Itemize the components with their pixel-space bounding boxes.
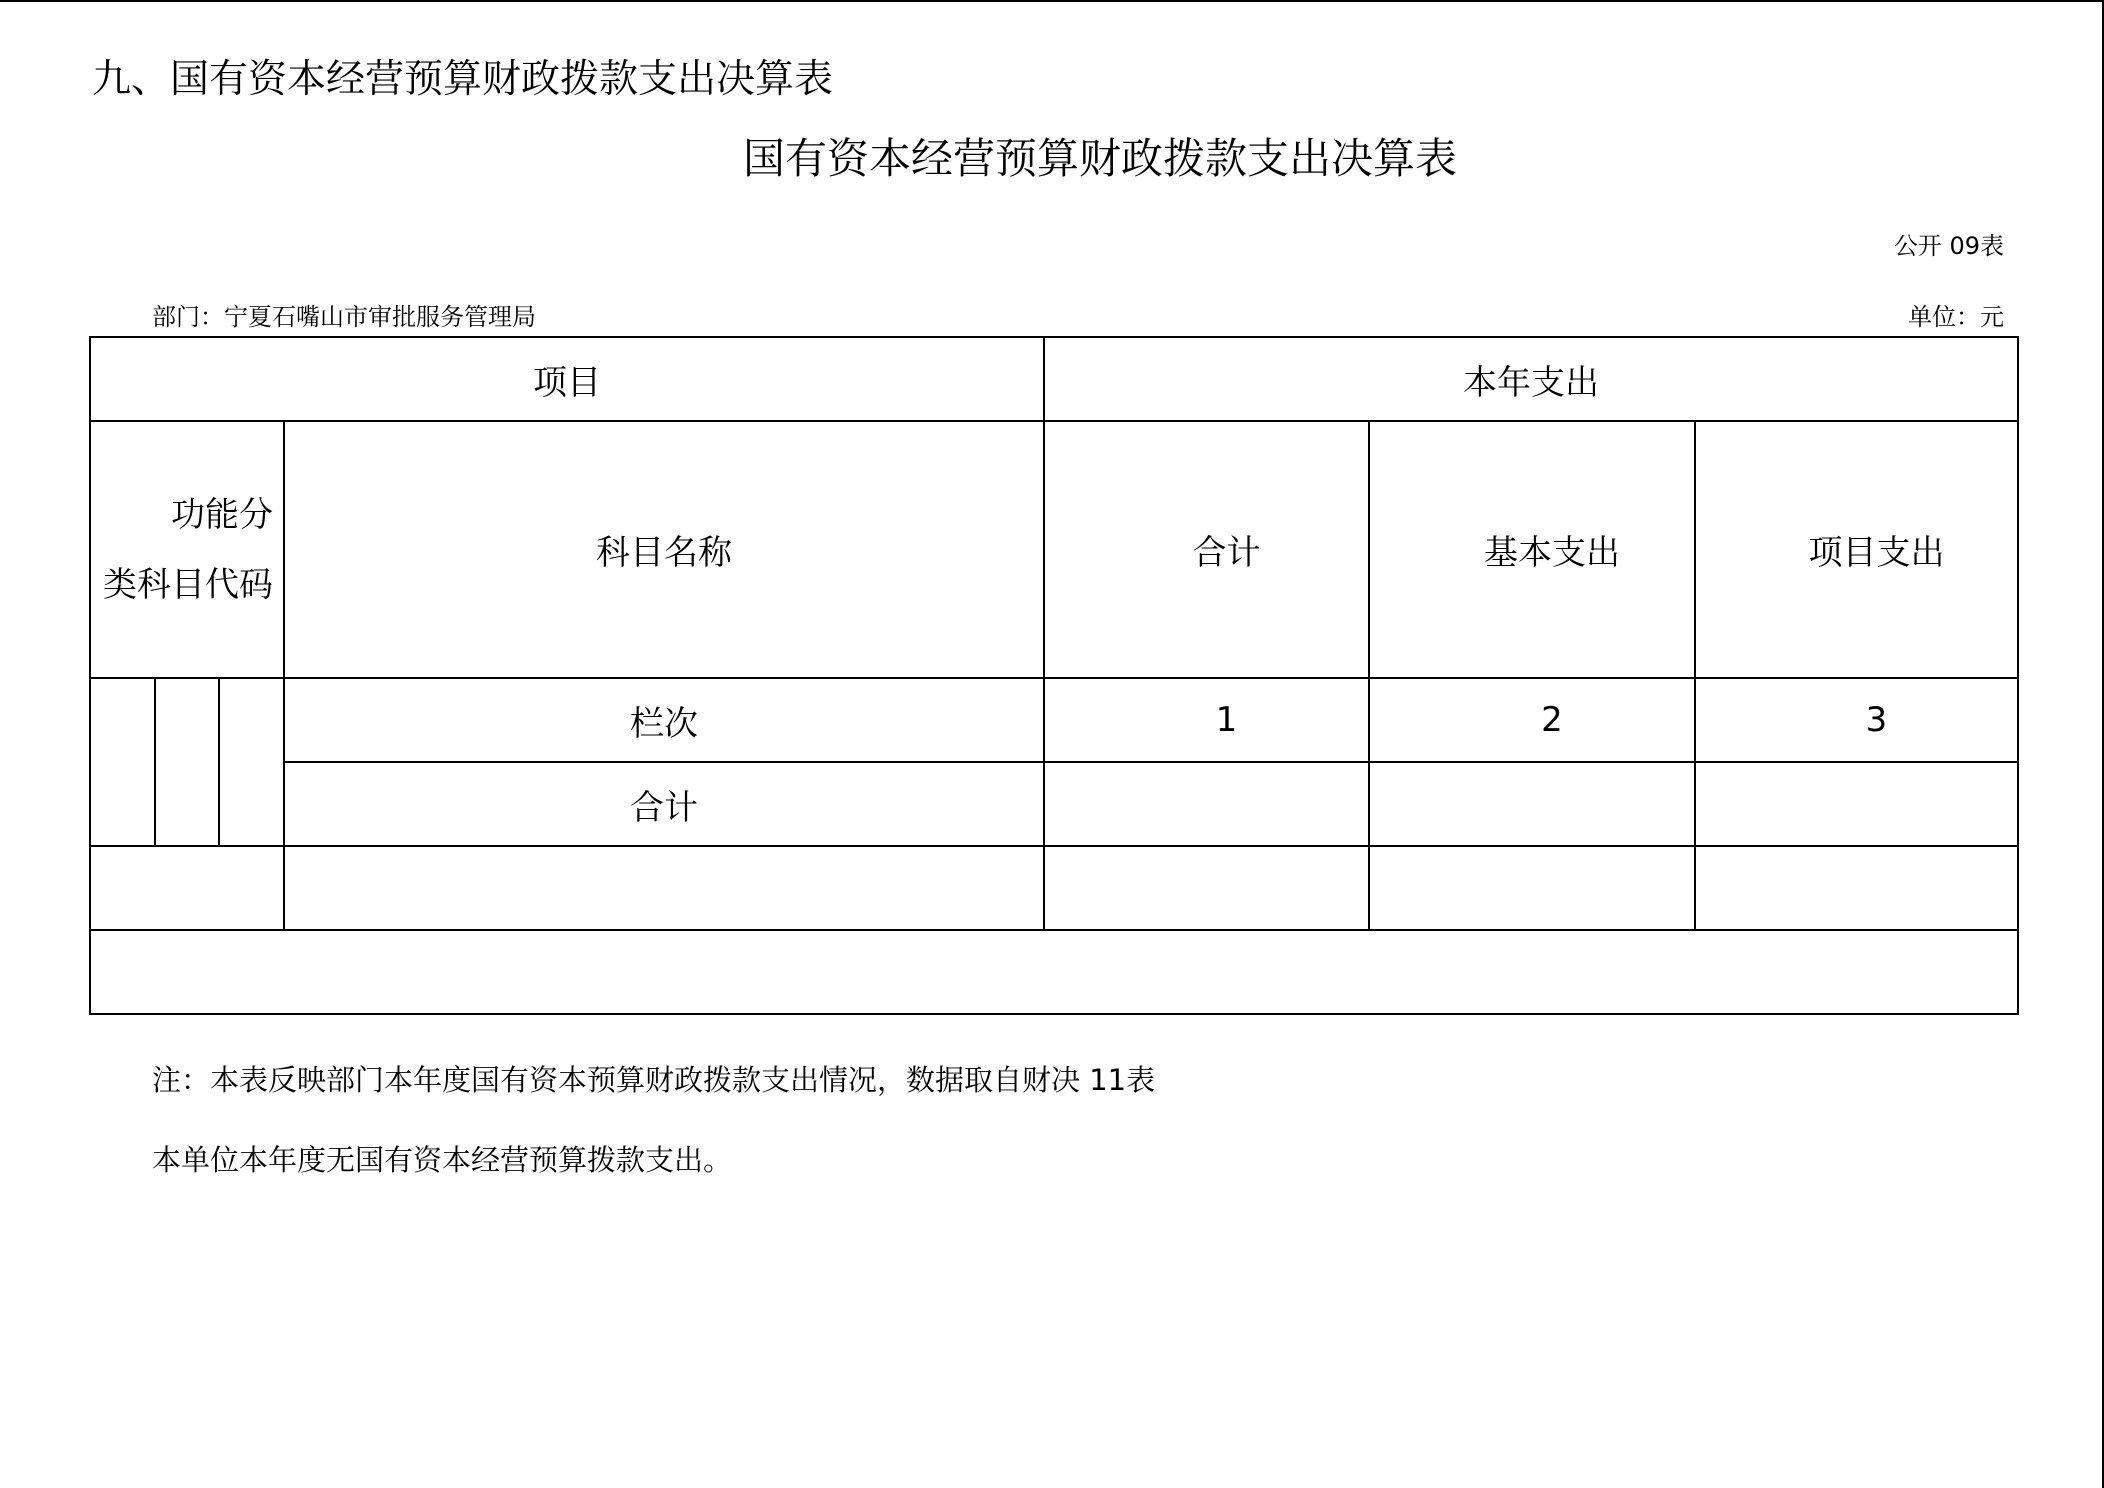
header-subject-name-cell: 科目名称	[284, 421, 1044, 678]
total-value-total	[1044, 762, 1369, 846]
table-title: 国有资本经营预算财政拨款支出决算表	[742, 134, 1457, 183]
table-note	[152, 1058, 1155, 1099]
index-value-1: 1	[1044, 678, 1369, 762]
total-value-basic	[1369, 762, 1695, 846]
footer-row-empty	[90, 930, 2018, 1014]
header-row-1	[90, 337, 2018, 421]
data-total-cell	[1044, 846, 1369, 930]
header-item-cell: 项目	[90, 337, 1044, 421]
form-code-number: 09	[1949, 232, 1980, 260]
note-suffix: 表	[1126, 1063, 1156, 1097]
report-table	[89, 336, 2019, 1015]
form-code	[1894, 226, 2004, 261]
header-current-year-cell: 本年支出	[1044, 337, 2018, 421]
unit-label: 单位：元	[1908, 303, 2004, 331]
code-sub-cell-2	[155, 678, 219, 846]
data-subject-cell	[284, 846, 1044, 930]
header-code-cell	[90, 421, 284, 678]
header-total-cell: 合计	[1044, 421, 1369, 678]
total-value-project	[1695, 762, 2018, 846]
index-label-cell: 栏次	[284, 678, 1044, 762]
note-text: 注：本表反映部门本年度国有资本预算财政拨款支出情况，数据取自财决	[152, 1063, 1081, 1097]
code-sub-cell-1	[90, 678, 155, 846]
index-value-3: 3	[1695, 678, 2018, 762]
header-basic-cell: 基本支出	[1369, 421, 1695, 678]
no-expenditure-statement: 本单位本年度无国有资本经营预算拨款支出。	[152, 1143, 733, 1177]
header-project-cell: 项目支出	[1695, 421, 2018, 678]
index-row	[90, 678, 2018, 762]
index-value-2: 2	[1369, 678, 1695, 762]
data-row-empty	[90, 846, 2018, 930]
total-label-cell: 合计	[284, 762, 1044, 846]
department-label: 部门：宁夏石嘴山市审批服务管理局	[152, 303, 536, 331]
total-row	[90, 762, 2018, 846]
form-code-prefix: 公开	[1893, 232, 1942, 260]
header-code-line2: 类科目代码	[103, 564, 273, 605]
section-heading: 九、国有资本经营预算财政拨款支出决算表	[92, 57, 834, 102]
note-number: 11	[1089, 1063, 1127, 1097]
code-sub-cell-3	[219, 678, 284, 846]
data-project-cell	[1695, 846, 2018, 930]
data-code-cell	[90, 846, 284, 930]
form-code-suffix: 表	[1980, 232, 2004, 260]
header-row-2	[90, 421, 2018, 678]
header-code-line1: 功能分	[171, 494, 273, 535]
footer-empty-cell	[90, 930, 2018, 1014]
page-top-border	[0, 0, 2104, 2]
data-basic-cell	[1369, 846, 1695, 930]
